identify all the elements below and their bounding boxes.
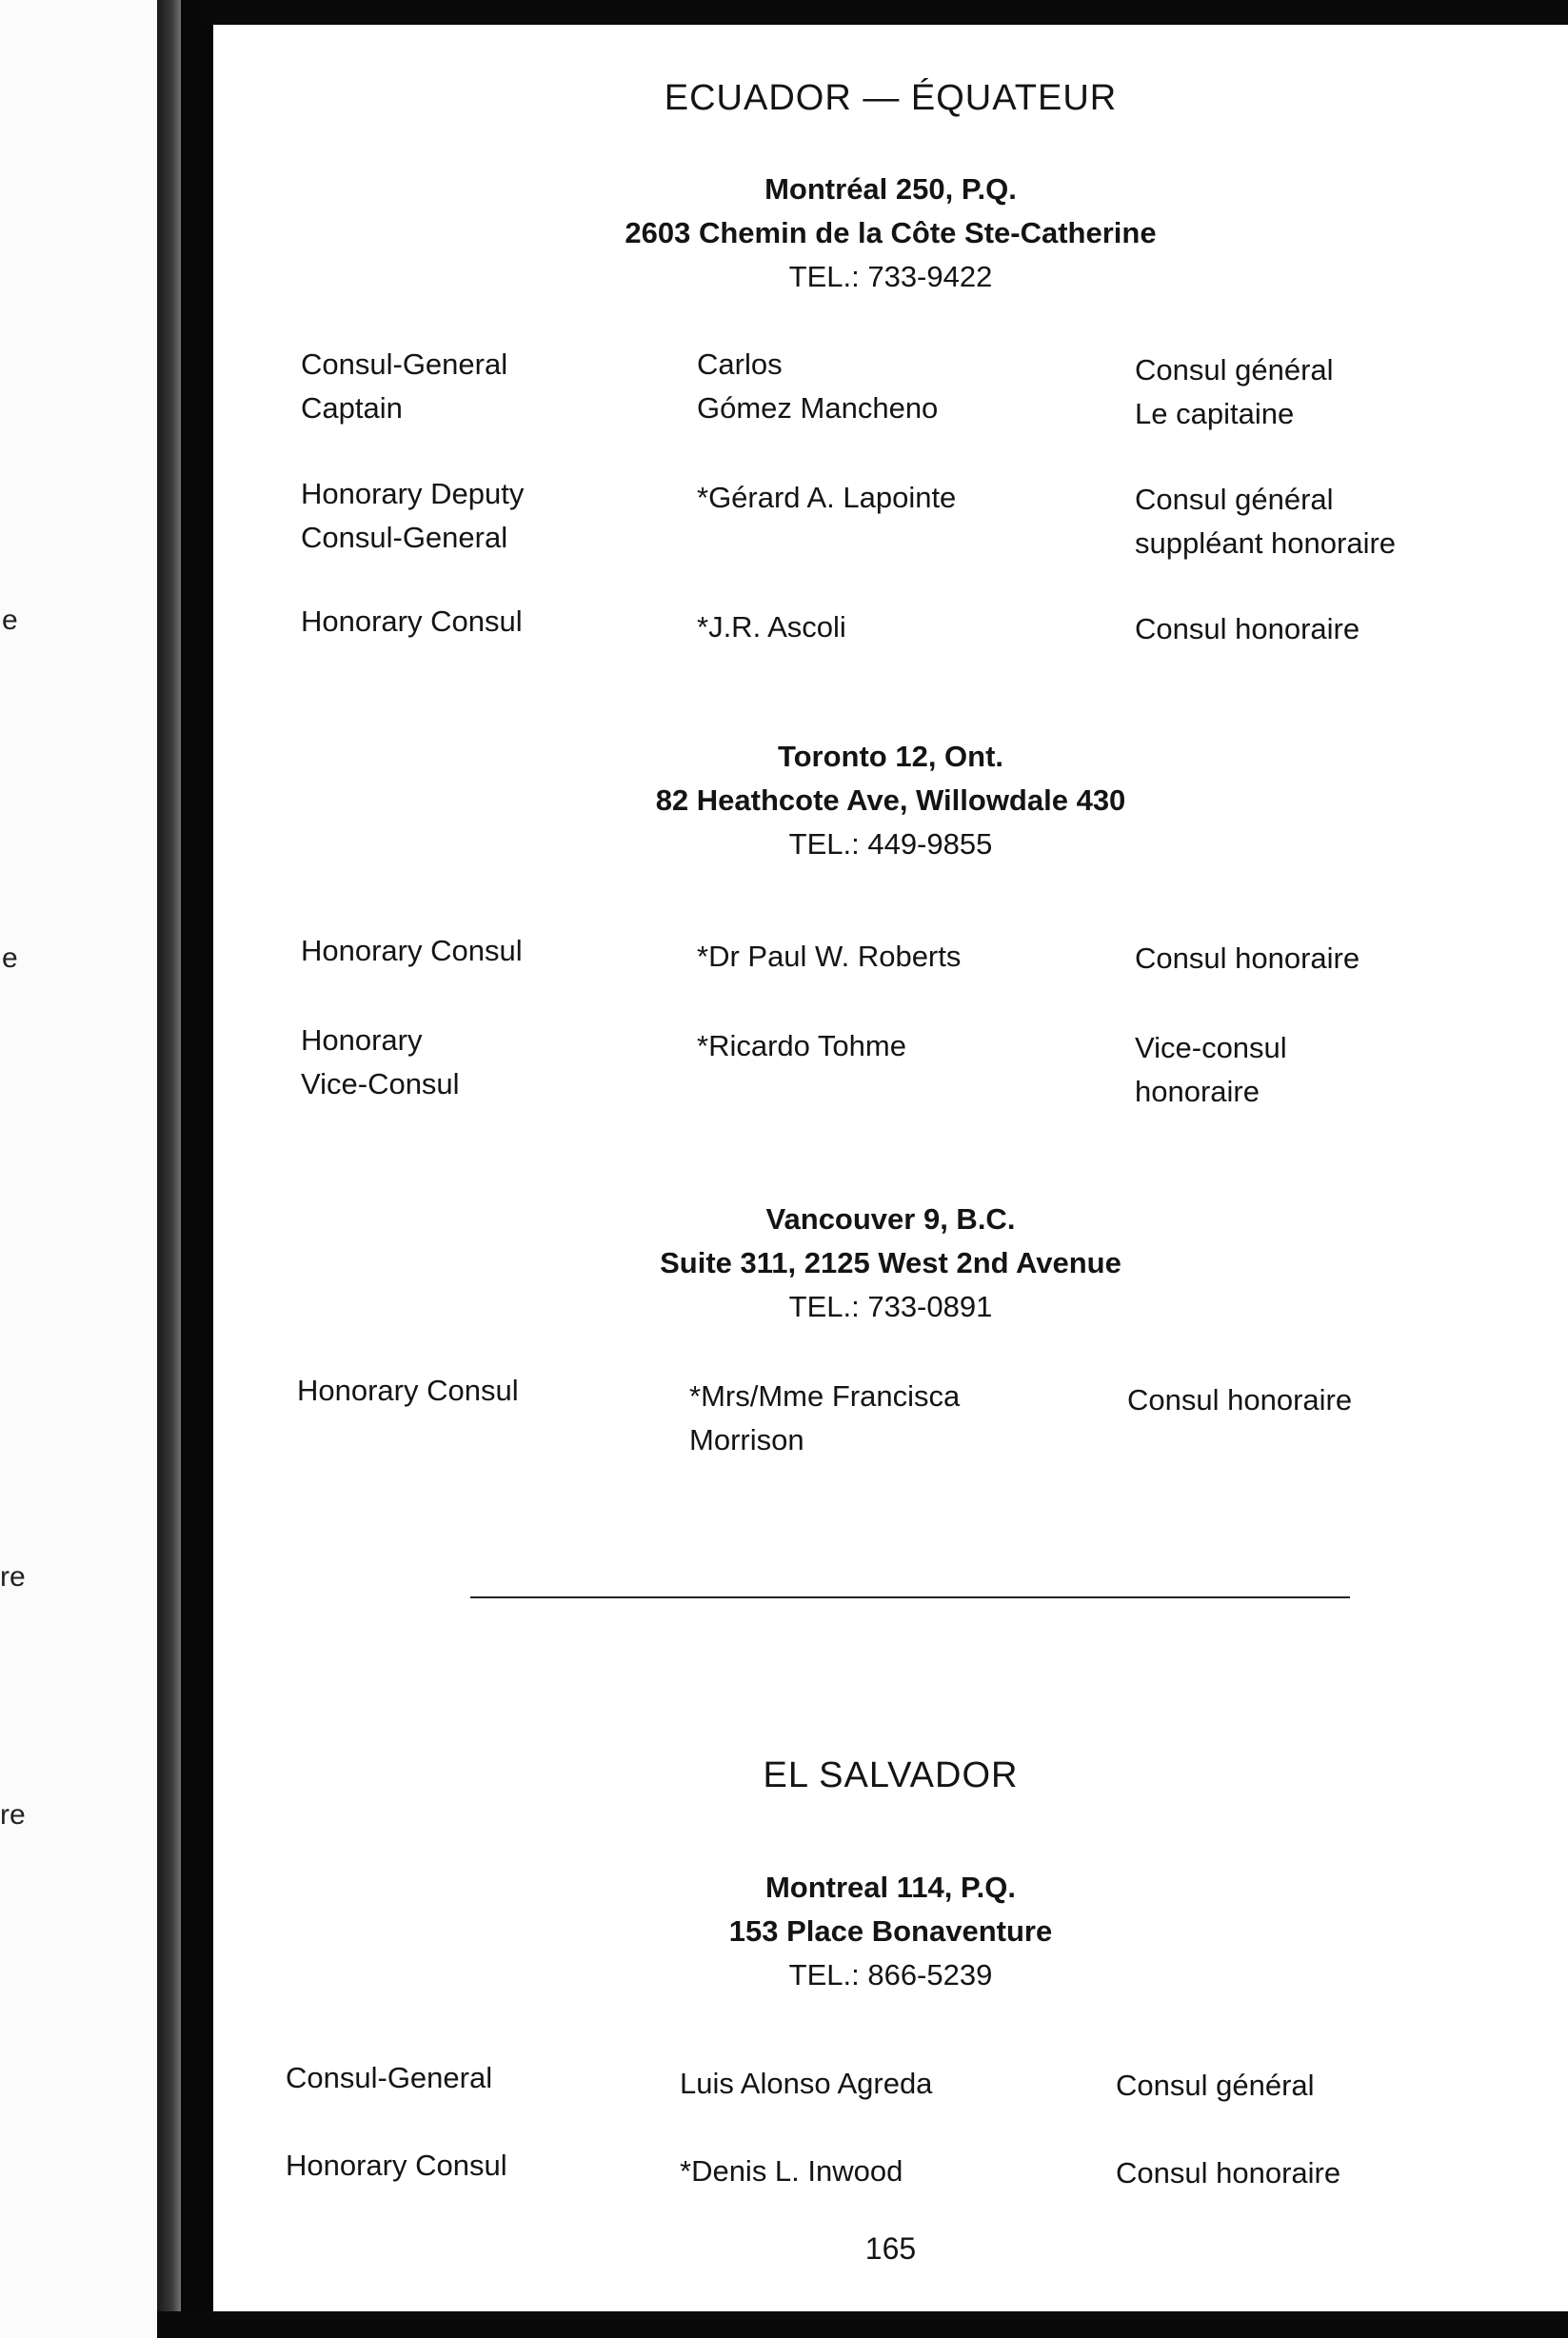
title-english: Honorary Consul	[301, 604, 523, 638]
title-french: Consul général Le capitaine	[1135, 353, 1334, 430]
official-name: Luis Alonso Agreda	[680, 2067, 933, 2100]
official-name: *Denis L. Inwood	[680, 2154, 903, 2188]
office-address-montreal	[213, 1866, 1568, 1997]
title-english: Honorary Consul	[297, 1374, 519, 1407]
facing-page	[0, 0, 157, 2338]
official-name: *Mrs/Mme Francisca Morrison	[689, 1379, 961, 1456]
title-french: Consul honoraire	[1116, 2156, 1341, 2189]
title-english: Honorary Deputy Consul-General	[301, 477, 525, 554]
facing-page-fragment: re	[0, 1561, 26, 1593]
office-telephone: TEL.: 733-0891	[788, 1290, 993, 1323]
title-english: Honorary Consul	[286, 2149, 507, 2182]
official-name: *Dr Paul W. Roberts	[697, 940, 962, 973]
office-address-montreal	[213, 168, 1568, 299]
office-street: 2603 Chemin de la Côte Ste-Catherine	[625, 216, 1157, 249]
book-spine-shadow	[181, 0, 213, 2338]
title-english: Consul-General Captain	[301, 347, 508, 425]
title-english: Consul-General	[286, 2061, 493, 2094]
office-city: Vancouver 9, B.C.	[765, 1202, 1016, 1236]
scan-bottom-border	[157, 2311, 1568, 2338]
official-name: *J.R. Ascoli	[697, 610, 846, 644]
office-city: Montreal 114, P.Q.	[764, 1871, 1017, 1904]
office-telephone: TEL.: 733-9422	[788, 260, 993, 293]
official-name: *Ricardo Tohme	[697, 1029, 906, 1062]
facing-page-fragment: e	[2, 942, 18, 974]
title-french: Vice-consul honoraire	[1135, 1031, 1287, 1108]
title-french: Consul honoraire	[1135, 612, 1360, 645]
official-name: *Gérard A. Lapointe	[697, 481, 957, 514]
facing-page-fragment: re	[0, 1799, 26, 1831]
office-street: 153 Place Bonaventure	[728, 1914, 1053, 1948]
title-french: Consul honoraire	[1135, 941, 1360, 975]
office-street: Suite 311, 2125 West 2nd Avenue	[660, 1246, 1121, 1279]
title-english: Honorary Vice-Consul	[301, 1023, 460, 1100]
section-title-el-salvador: EL SALVADOR	[763, 1755, 1019, 1795]
title-french: Consul général	[1116, 2069, 1315, 2102]
office-address-toronto	[213, 735, 1568, 866]
title-english: Honorary Consul	[301, 934, 523, 967]
office-city: Montréal 250, P.Q.	[764, 172, 1017, 206]
office-street: 82 Heathcote Ave, Willowdale 430	[655, 783, 1126, 817]
office-address-vancouver	[213, 1198, 1568, 1329]
section-title-ecuador: ECUADOR — ÉQUATEUR	[664, 78, 1118, 118]
facing-page-fragment: e	[2, 604, 18, 636]
document-page	[213, 25, 1568, 2311]
office-city: Toronto 12, Ont.	[777, 740, 1004, 773]
title-french: Consul honoraire	[1127, 1383, 1353, 1417]
page-number: 165	[864, 2231, 917, 2266]
scan-top-border	[200, 0, 1568, 25]
office-telephone: TEL.: 449-9855	[788, 827, 993, 861]
title-french: Consul général suppléant honoraire	[1135, 483, 1397, 560]
office-telephone: TEL.: 866-5239	[788, 1958, 993, 1991]
section-divider	[470, 1596, 1350, 1598]
official-name: Carlos Gómez Mancheno	[697, 347, 939, 425]
